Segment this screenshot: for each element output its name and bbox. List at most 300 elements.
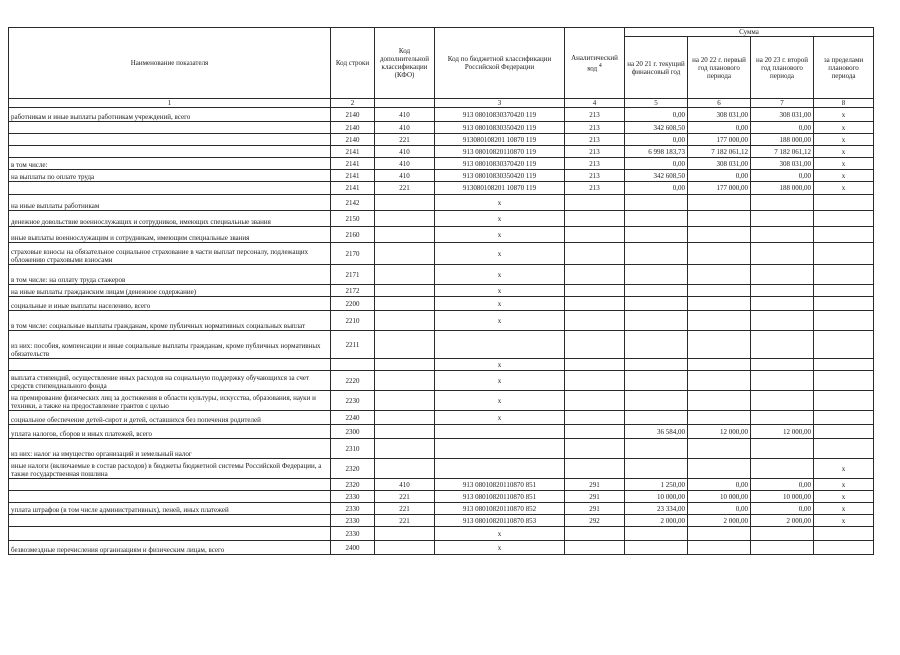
row-value-beyond: х (814, 182, 874, 195)
table-row (9, 265, 874, 285)
row-name: на иные выплаты работникам (9, 195, 331, 211)
row-value-beyond (814, 265, 874, 285)
row-value-plan-year-2: 308 031,00 (751, 158, 814, 170)
row-value-beyond (814, 195, 874, 211)
row-value-plan-year-2: 188 000,00 (751, 182, 814, 195)
row-value-current-year (625, 211, 688, 227)
table-row (9, 195, 874, 211)
row-kbk: 913 08010830370420 119 (435, 158, 565, 170)
row-kfo (375, 411, 435, 425)
row-analytic-code (565, 459, 625, 479)
row-kbk: 913 08010820110870 853 (435, 515, 565, 527)
header-year-plan-1: на 20 22 г. первый год планового периода (688, 37, 751, 99)
row-kfo: 221 (375, 503, 435, 515)
header-year-current: на 20 21 г. текущий финансовый год (625, 37, 688, 99)
row-value-plan-year-1 (688, 439, 751, 459)
row-code: 2170 (331, 243, 375, 265)
row-name (9, 515, 331, 527)
row-value-beyond (814, 211, 874, 227)
table-row (9, 491, 874, 503)
row-value-plan-year-1 (688, 227, 751, 243)
row-analytic-code (565, 243, 625, 265)
budget-table-sheet (8, 27, 864, 555)
row-kbk: х (435, 195, 565, 211)
row-kfo: 410 (375, 122, 435, 134)
row-name: в том числе: социальные выплаты гражданам, кроме публичных нормативных социальных выплат (9, 311, 331, 331)
row-name: работникам и иные выплаты работникам учреждений, всего (9, 108, 331, 122)
row-kbk: х (435, 527, 565, 541)
row-analytic-code (565, 311, 625, 331)
row-code: 2171 (331, 265, 375, 285)
table-row (9, 122, 874, 134)
row-value-plan-year-1: 177 000,00 (688, 182, 751, 195)
row-value-plan-year-1: 10 000,00 (688, 491, 751, 503)
row-value-plan-year-1 (688, 265, 751, 285)
row-name: уплата налогов, сборов и иных платежей, всего (9, 425, 331, 439)
row-value-current-year (625, 311, 688, 331)
row-value-beyond: х (814, 491, 874, 503)
row-kbk: 913080108201 10870 119 (435, 182, 565, 195)
row-kbk: 913 08010820110870 851 (435, 491, 565, 503)
row-value-plan-year-2: 0,00 (751, 479, 814, 491)
table-row (9, 146, 874, 158)
row-name (9, 479, 331, 491)
row-value-beyond (814, 331, 874, 359)
table-row (9, 297, 874, 311)
table-row (9, 285, 874, 297)
row-value-plan-year-2: 188 000,00 (751, 134, 814, 146)
header-kfo: Код дополнительной классификации (КФО) (375, 28, 435, 99)
header-analytic-footnote: 4 (598, 62, 602, 69)
row-value-plan-year-2 (751, 285, 814, 297)
table-row (9, 359, 874, 371)
row-analytic-code (565, 425, 625, 439)
row-value-current-year (625, 331, 688, 359)
row-kfo (375, 265, 435, 285)
row-kbk: х (435, 541, 565, 555)
row-value-beyond (814, 439, 874, 459)
row-value-plan-year-2: 0,00 (751, 170, 814, 182)
row-value-beyond (814, 227, 874, 243)
table-row (9, 479, 874, 491)
expenses-table (8, 27, 874, 555)
row-kfo: 410 (375, 158, 435, 170)
row-kfo: 410 (375, 146, 435, 158)
row-value-plan-year-1: 0,00 (688, 479, 751, 491)
row-value-plan-year-1 (688, 211, 751, 227)
row-code: 2141 (331, 146, 375, 158)
row-value-current-year: 10 000,00 (625, 491, 688, 503)
row-code (331, 359, 375, 371)
row-kfo: 410 (375, 108, 435, 122)
row-value-current-year (625, 411, 688, 425)
row-value-beyond (814, 371, 874, 391)
row-value-plan-year-1 (688, 371, 751, 391)
row-code: 2172 (331, 285, 375, 297)
row-name: на иные выплаты гражданским лицам (денежное содержание) (9, 285, 331, 297)
row-value-plan-year-2 (751, 227, 814, 243)
header-name: Наименование показателя (9, 28, 331, 99)
row-value-current-year: 36 584,00 (625, 425, 688, 439)
row-value-plan-year-2: 2 000,00 (751, 515, 814, 527)
row-value-plan-year-1 (688, 195, 751, 211)
row-kbk: х (435, 227, 565, 243)
row-kfo: 221 (375, 515, 435, 527)
row-code: 2211 (331, 331, 375, 359)
header-analytic-code-label: Аналитический код (571, 53, 618, 73)
row-analytic-code (565, 391, 625, 411)
row-value-plan-year-1 (688, 243, 751, 265)
table-row (9, 108, 874, 122)
row-value-current-year: 0,00 (625, 182, 688, 195)
table-row (9, 411, 874, 425)
row-value-current-year (625, 285, 688, 297)
row-code: 2210 (331, 311, 375, 331)
row-code: 2220 (331, 371, 375, 391)
row-value-plan-year-1: 308 031,00 (688, 158, 751, 170)
header-beyond-plan: за пределами планового периода (814, 37, 874, 99)
header-sum: Сумма (625, 28, 874, 37)
table-row (9, 391, 874, 411)
row-value-plan-year-1: 2 000,00 (688, 515, 751, 527)
row-analytic-code: 291 (565, 491, 625, 503)
row-code: 2142 (331, 195, 375, 211)
table-row (9, 439, 874, 459)
col-number: 3 (435, 99, 565, 108)
col-number: 5 (625, 99, 688, 108)
row-kbk: 913080108201 10870 119 (435, 134, 565, 146)
row-kbk: 913 08010820110870 851 (435, 479, 565, 491)
row-kfo (375, 243, 435, 265)
row-value-current-year (625, 227, 688, 243)
row-code: 2400 (331, 541, 375, 555)
row-value-plan-year-1: 0,00 (688, 503, 751, 515)
row-value-beyond (814, 285, 874, 297)
row-name: иные налоги (включаемые в состав расходов) в бюджеты бюджетной системы Российской Федерации, а также государственная пошлина (9, 459, 331, 479)
col-number: 4 (565, 99, 625, 108)
row-value-beyond: х (814, 134, 874, 146)
row-kfo (375, 391, 435, 411)
row-name (9, 491, 331, 503)
row-kbk: х (435, 285, 565, 297)
row-analytic-code (565, 359, 625, 371)
row-kfo (375, 297, 435, 311)
row-value-beyond (814, 391, 874, 411)
table-row (9, 527, 874, 541)
row-value-plan-year-2: 0,00 (751, 122, 814, 134)
row-value-plan-year-2 (751, 265, 814, 285)
row-kbk: х (435, 371, 565, 391)
row-code: 2320 (331, 459, 375, 479)
header-year-plan-2: на 20 23 г. второй год планового периода (751, 37, 814, 99)
row-value-current-year (625, 371, 688, 391)
row-value-plan-year-1: 0,00 (688, 170, 751, 182)
row-name: иные выплаты военнослужащим и сотрудникам, имеющим специальные звания (9, 227, 331, 243)
row-value-current-year: 0,00 (625, 134, 688, 146)
row-kbk: х (435, 211, 565, 227)
row-code: 2140 (331, 108, 375, 122)
table-row (9, 331, 874, 359)
row-kfo (375, 211, 435, 227)
row-value-current-year (625, 265, 688, 285)
row-value-beyond: х (814, 108, 874, 122)
table-row (9, 211, 874, 227)
row-code: 2141 (331, 182, 375, 195)
row-value-beyond (814, 425, 874, 439)
row-kfo (375, 359, 435, 371)
row-value-plan-year-1 (688, 297, 751, 311)
row-value-plan-year-2: 308 031,00 (751, 108, 814, 122)
row-code: 2141 (331, 170, 375, 182)
row-value-plan-year-1: 177 000,00 (688, 134, 751, 146)
row-analytic-code: 291 (565, 479, 625, 491)
row-value-plan-year-2 (751, 439, 814, 459)
row-value-current-year: 23 334,00 (625, 503, 688, 515)
row-value-plan-year-2 (751, 411, 814, 425)
row-code: 2200 (331, 297, 375, 311)
row-analytic-code: 213 (565, 170, 625, 182)
header-budget-code: Код по бюджетной классификации Российской Федерации (435, 28, 565, 99)
row-kfo (375, 541, 435, 555)
row-kfo (375, 227, 435, 243)
row-name: из них: налог на имущество организаций и земельный налог (9, 439, 331, 459)
table-row (9, 227, 874, 243)
row-value-plan-year-1 (688, 311, 751, 331)
table-row (9, 371, 874, 391)
row-name: безвозмездные перечисления организациям и физическим лицам, всего (9, 541, 331, 555)
row-analytic-code (565, 211, 625, 227)
row-analytic-code: 291 (565, 503, 625, 515)
row-name: выплата стипендий, осуществление иных расходов на социальную поддержку обучающихся за счет средств стипендиального фонда (9, 371, 331, 391)
row-kfo: 221 (375, 182, 435, 195)
col-number: 2 (331, 99, 375, 108)
row-analytic-code (565, 541, 625, 555)
row-code: 2330 (331, 515, 375, 527)
table-row (9, 182, 874, 195)
row-kbk (435, 439, 565, 459)
row-name (9, 182, 331, 195)
table-row (9, 459, 874, 479)
row-value-plan-year-2: 12 000,00 (751, 425, 814, 439)
row-name: страховые взносы на обязательное социальное страхование в части выплат персоналу, подлежащих обложению страховыми взносами (9, 243, 331, 265)
row-kbk: х (435, 265, 565, 285)
row-analytic-code (565, 227, 625, 243)
row-value-current-year (625, 391, 688, 411)
row-analytic-code: 213 (565, 134, 625, 146)
table-row (9, 425, 874, 439)
row-value-current-year (625, 439, 688, 459)
row-kfo (375, 285, 435, 297)
row-analytic-code (565, 297, 625, 311)
row-analytic-code (565, 195, 625, 211)
row-value-current-year: 0,00 (625, 108, 688, 122)
row-kbk: 913 08010830350420 119 (435, 170, 565, 182)
row-value-plan-year-1: 7 182 061,12 (688, 146, 751, 158)
row-name: социальные и иные выплаты населению, всего (9, 297, 331, 311)
row-kbk: 913 08010830370420 119 (435, 108, 565, 122)
row-name: в том числе: (9, 158, 331, 170)
row-code: 2160 (331, 227, 375, 243)
row-kbk: х (435, 411, 565, 425)
row-value-beyond (814, 527, 874, 541)
row-value-plan-year-2 (751, 243, 814, 265)
row-value-plan-year-2: 7 182 061,12 (751, 146, 814, 158)
row-value-beyond: х (814, 459, 874, 479)
row-kfo (375, 371, 435, 391)
row-code: 2240 (331, 411, 375, 425)
row-name: денежное довольствие военнослужащих и сотрудников, имеющих специальные звания (9, 211, 331, 227)
row-kbk: х (435, 359, 565, 371)
row-code: 2330 (331, 491, 375, 503)
row-value-current-year (625, 527, 688, 541)
row-kfo (375, 331, 435, 359)
row-code: 2300 (331, 425, 375, 439)
row-value-beyond (814, 411, 874, 425)
row-name (9, 359, 331, 371)
table-row (9, 243, 874, 265)
row-value-plan-year-2 (751, 331, 814, 359)
row-value-plan-year-1 (688, 391, 751, 411)
row-value-beyond: х (814, 479, 874, 491)
row-analytic-code (565, 371, 625, 391)
row-value-current-year (625, 243, 688, 265)
row-kfo (375, 439, 435, 459)
row-value-current-year (625, 359, 688, 371)
row-name (9, 134, 331, 146)
table-row (9, 311, 874, 331)
row-value-current-year (625, 541, 688, 555)
row-code: 2141 (331, 158, 375, 170)
row-value-beyond (814, 359, 874, 371)
row-name: социальное обеспечение детей-сирот и детей, оставшихся без попечения родителей (9, 411, 331, 425)
row-kbk: х (435, 297, 565, 311)
row-value-plan-year-2 (751, 527, 814, 541)
row-kbk: х (435, 243, 565, 265)
col-number: 8 (814, 99, 874, 108)
row-kbk (435, 425, 565, 439)
row-value-plan-year-2 (751, 541, 814, 555)
row-value-beyond (814, 541, 874, 555)
row-kfo (375, 195, 435, 211)
row-kfo (375, 311, 435, 331)
col-number: 7 (751, 99, 814, 108)
row-analytic-code (565, 265, 625, 285)
row-value-plan-year-2 (751, 459, 814, 479)
row-value-plan-year-1 (688, 359, 751, 371)
row-value-plan-year-1 (688, 527, 751, 541)
row-name: в том числе: на оплату труда стажеров (9, 265, 331, 285)
row-value-current-year (625, 459, 688, 479)
header-analytic-code (565, 28, 625, 99)
row-value-current-year (625, 195, 688, 211)
row-name (9, 527, 331, 541)
row-analytic-code: 213 (565, 146, 625, 158)
row-analytic-code: 213 (565, 158, 625, 170)
row-value-current-year: 6 998 183,73 (625, 146, 688, 158)
row-code: 2140 (331, 122, 375, 134)
table-row (9, 515, 874, 527)
row-value-beyond: х (814, 503, 874, 515)
row-code: 2140 (331, 134, 375, 146)
col-number (375, 99, 435, 108)
row-analytic-code (565, 527, 625, 541)
row-analytic-code (565, 439, 625, 459)
row-kfo: 410 (375, 479, 435, 491)
row-kbk: х (435, 391, 565, 411)
row-value-beyond: х (814, 170, 874, 182)
row-kfo: 221 (375, 491, 435, 503)
col-number: 1 (9, 99, 331, 108)
row-value-beyond (814, 243, 874, 265)
row-code: 2330 (331, 503, 375, 515)
row-value-plan-year-2 (751, 297, 814, 311)
row-value-plan-year-2 (751, 359, 814, 371)
row-kbk (435, 331, 565, 359)
row-value-plan-year-2 (751, 371, 814, 391)
row-value-current-year: 342 608,50 (625, 122, 688, 134)
row-analytic-code: 213 (565, 182, 625, 195)
row-value-plan-year-1 (688, 285, 751, 297)
row-code: 2150 (331, 211, 375, 227)
table-row (9, 170, 874, 182)
row-code: 2320 (331, 479, 375, 491)
row-value-current-year: 1 250,00 (625, 479, 688, 491)
row-value-beyond (814, 297, 874, 311)
col-number: 6 (688, 99, 751, 108)
row-value-plan-year-2 (751, 391, 814, 411)
row-value-plan-year-2 (751, 311, 814, 331)
row-value-plan-year-2 (751, 195, 814, 211)
row-analytic-code: 213 (565, 122, 625, 134)
row-value-plan-year-1: 12 000,00 (688, 425, 751, 439)
row-kfo: 410 (375, 170, 435, 182)
row-value-plan-year-1: 0,00 (688, 122, 751, 134)
row-value-plan-year-1 (688, 541, 751, 555)
table-row (9, 503, 874, 515)
row-value-current-year: 342 608,50 (625, 170, 688, 182)
row-value-plan-year-1 (688, 411, 751, 425)
row-code: 2310 (331, 439, 375, 459)
row-value-plan-year-1 (688, 459, 751, 479)
row-value-current-year (625, 297, 688, 311)
row-kbk: 913 08010820110870 119 (435, 146, 565, 158)
row-kbk: 913 08010820110870 852 (435, 503, 565, 515)
row-kfo (375, 459, 435, 479)
row-analytic-code: 213 (565, 108, 625, 122)
row-analytic-code (565, 285, 625, 297)
row-analytic-code: 292 (565, 515, 625, 527)
row-kfo: 221 (375, 134, 435, 146)
row-value-plan-year-2: 10 000,00 (751, 491, 814, 503)
row-value-current-year: 0,00 (625, 158, 688, 170)
row-value-beyond: х (814, 515, 874, 527)
row-code: 2230 (331, 391, 375, 411)
table-row (9, 158, 874, 170)
row-kbk (435, 459, 565, 479)
row-kbk: 913 08010830350420 119 (435, 122, 565, 134)
table-row (9, 134, 874, 146)
row-name: на выплаты по оплате труда (9, 170, 331, 182)
row-name (9, 122, 331, 134)
row-value-beyond: х (814, 158, 874, 170)
row-value-plan-year-2 (751, 211, 814, 227)
row-analytic-code (565, 411, 625, 425)
row-kfo (375, 425, 435, 439)
row-name: уплата штрафов (в том числе административных), пеней, иных платежей (9, 503, 331, 515)
row-value-plan-year-2: 0,00 (751, 503, 814, 515)
row-kfo (375, 527, 435, 541)
table-row (9, 541, 874, 555)
